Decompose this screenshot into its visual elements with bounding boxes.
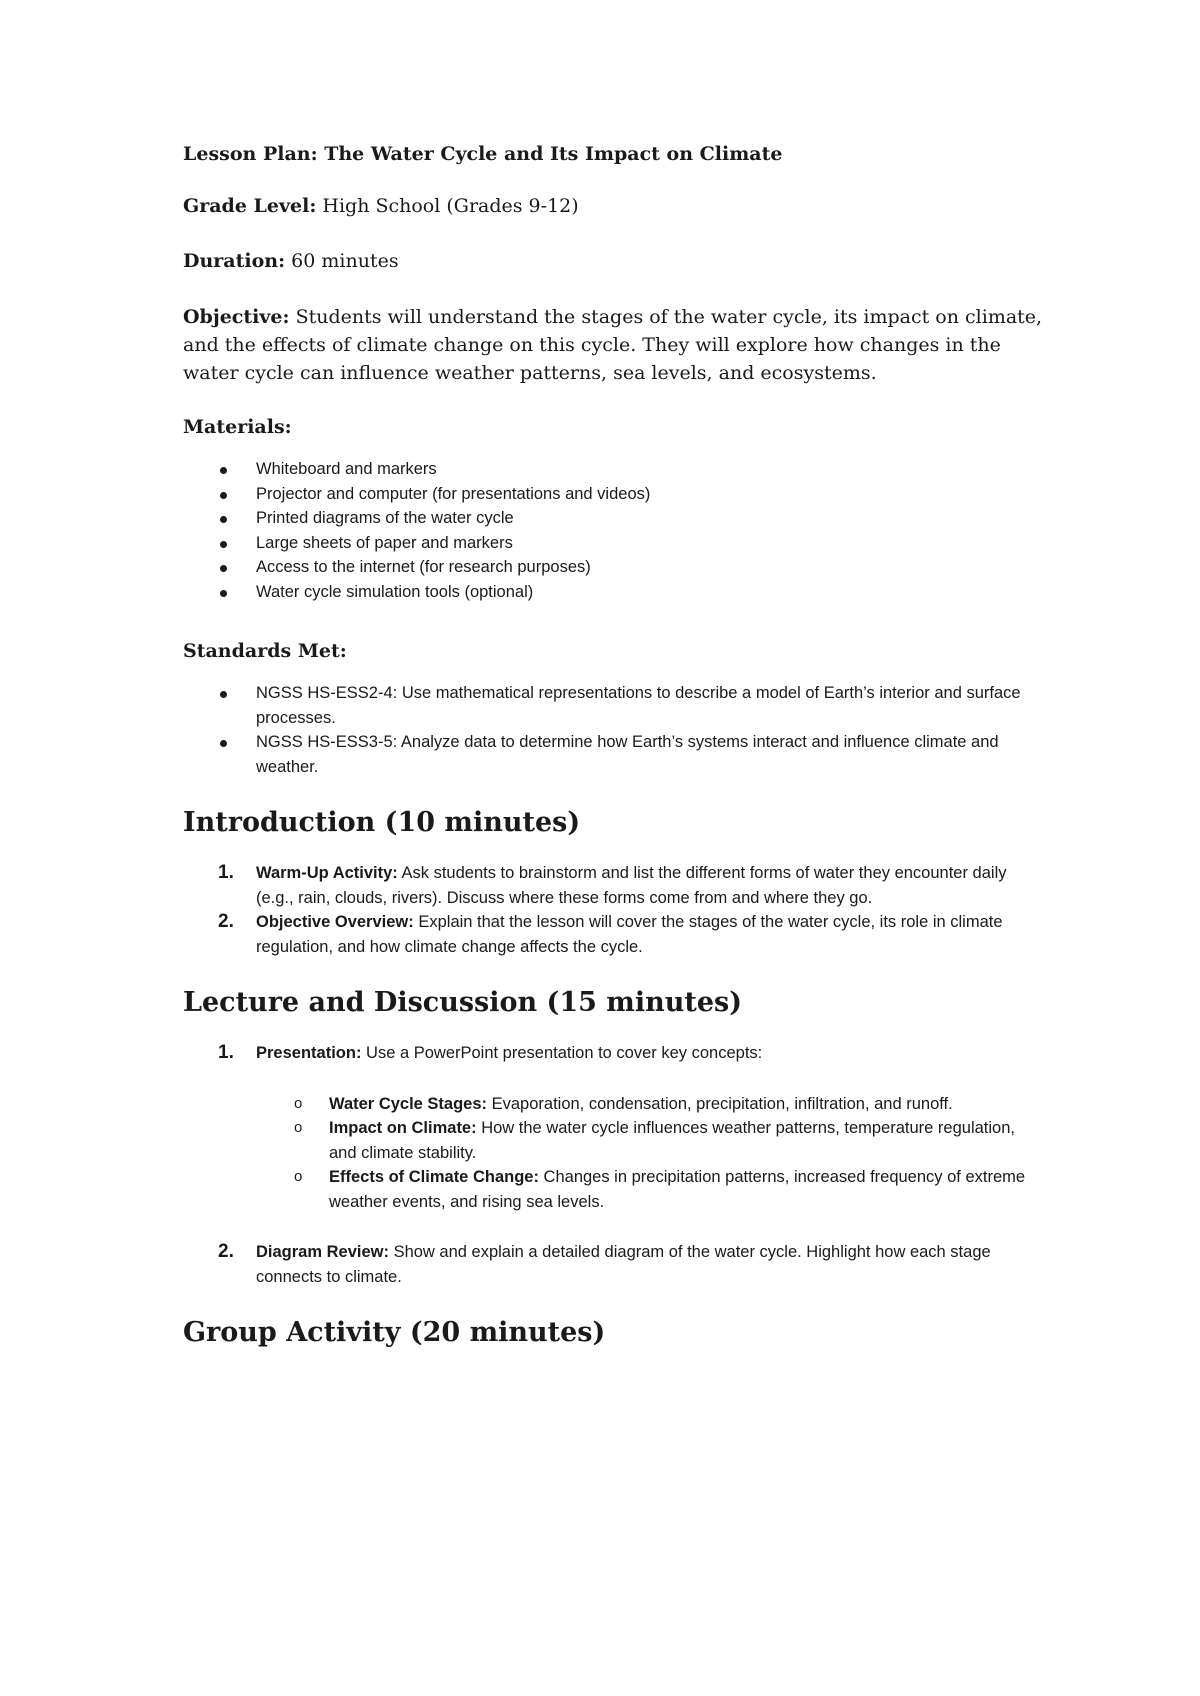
standard-text: Use mathematical representations to describe a model of Earth’s interior and surface processes. bbox=[256, 684, 1021, 727]
standards-list bbox=[183, 681, 1043, 779]
list-item: Access to the internet (for research purposes) bbox=[183, 555, 1043, 580]
subitem-text: How the water cycle influences weather patterns, temperature regulation, and climate stability. bbox=[329, 1119, 1015, 1162]
item-number: 1. bbox=[218, 1042, 234, 1063]
standard-label: NGSS HS-ESS3-5: bbox=[256, 733, 398, 751]
lecture-heading: Lecture and Discussion (15 minutes) bbox=[183, 987, 743, 1018]
standards-heading: Standards Met: bbox=[183, 640, 347, 662]
grade-level bbox=[183, 192, 1043, 220]
sublist-item bbox=[256, 1116, 1043, 1165]
circle-bullet-icon: o bbox=[294, 1168, 303, 1185]
list-item bbox=[183, 730, 1043, 779]
standard-label: NGSS HS-ESS2-4: bbox=[256, 684, 398, 702]
concepts-sublist bbox=[256, 1092, 1043, 1215]
grade-value: High School (Grades 9-12) bbox=[322, 195, 579, 217]
list-item: Whiteboard and markers bbox=[183, 457, 1043, 482]
grade-label: Grade Level: bbox=[183, 195, 317, 217]
lecture-list bbox=[183, 1041, 1043, 1289]
document-page bbox=[183, 140, 1043, 1371]
subitem-label: Impact on Climate: bbox=[329, 1119, 477, 1137]
subitem-label: Effects of Climate Change: bbox=[329, 1168, 539, 1186]
standard-text: Analyze data to determine how Earth’s systems interact and influence climate and weather. bbox=[256, 733, 999, 776]
document-title: Lesson Plan: The Water Cycle and Its Impact on Climate bbox=[183, 143, 783, 165]
list-item: Printed diagrams of the water cycle bbox=[183, 506, 1043, 531]
list-item: Water cycle simulation tools (optional) bbox=[183, 580, 1043, 605]
objective bbox=[183, 303, 1043, 387]
materials-heading: Materials: bbox=[183, 416, 292, 438]
subitem-text: Changes in precipitation patterns, increased frequency of extreme weather events, and rising sea levels. bbox=[329, 1168, 1026, 1211]
list-item bbox=[183, 1041, 1043, 1240]
duration-label: Duration: bbox=[183, 250, 286, 272]
item-label: Objective Overview: bbox=[256, 913, 414, 931]
item-label: Diagram Review: bbox=[256, 1243, 389, 1261]
sublist-item bbox=[256, 1165, 1043, 1214]
item-text: Ask students to brainstorm and list the different forms of water they encounter daily (e.g., rain, clouds, rivers). Discuss where these forms come from and where they go. bbox=[256, 864, 1007, 907]
objective-text: Students will understand the stages of the water cycle, its impact on climate, and the effects of climate change on this cycle. They will explore how changes in the water cycle can influence weather patterns, sea levels, and ecosystems. bbox=[183, 306, 1043, 384]
list-item bbox=[183, 861, 1043, 910]
sublist-item bbox=[256, 1092, 1043, 1117]
introduction-heading: Introduction (10 minutes) bbox=[183, 807, 581, 838]
introduction-list bbox=[183, 861, 1043, 959]
duration-value: 60 minutes bbox=[291, 250, 399, 272]
circle-bullet-icon: o bbox=[294, 1094, 303, 1112]
item-text: Explain that the lesson will cover the stages of the water cycle, its role in climate regulation, and how climate change affects the cycle. bbox=[256, 913, 1003, 956]
subitem-text: Evaporation, condensation, precipitation, infiltration, and runoff. bbox=[491, 1094, 953, 1113]
list-item bbox=[183, 1240, 1043, 1289]
duration bbox=[183, 247, 1043, 275]
circle-bullet-icon: o bbox=[294, 1119, 303, 1136]
item-label: Warm-Up Activity: bbox=[256, 864, 398, 882]
materials-list bbox=[183, 457, 1043, 604]
list-item: Large sheets of paper and markers bbox=[183, 531, 1043, 556]
group-activity-heading: Group Activity (20 minutes) bbox=[183, 1317, 606, 1348]
list-item bbox=[183, 910, 1043, 959]
item-text: Show and explain a detailed diagram of the water cycle. Highlight how each stage connects to climate. bbox=[256, 1243, 991, 1286]
list-item: Projector and computer (for presentations and videos) bbox=[183, 482, 1043, 507]
list-item bbox=[183, 681, 1043, 730]
item-label: Presentation: bbox=[256, 1044, 362, 1062]
objective-label: Objective: bbox=[183, 306, 290, 328]
item-number: 1. bbox=[218, 862, 234, 883]
subitem-label: Water Cycle Stages: bbox=[329, 1094, 488, 1113]
item-number: 2. bbox=[218, 1241, 234, 1262]
item-text: Use a PowerPoint presentation to cover key concepts: bbox=[366, 1044, 763, 1062]
item-number: 2. bbox=[218, 911, 234, 932]
